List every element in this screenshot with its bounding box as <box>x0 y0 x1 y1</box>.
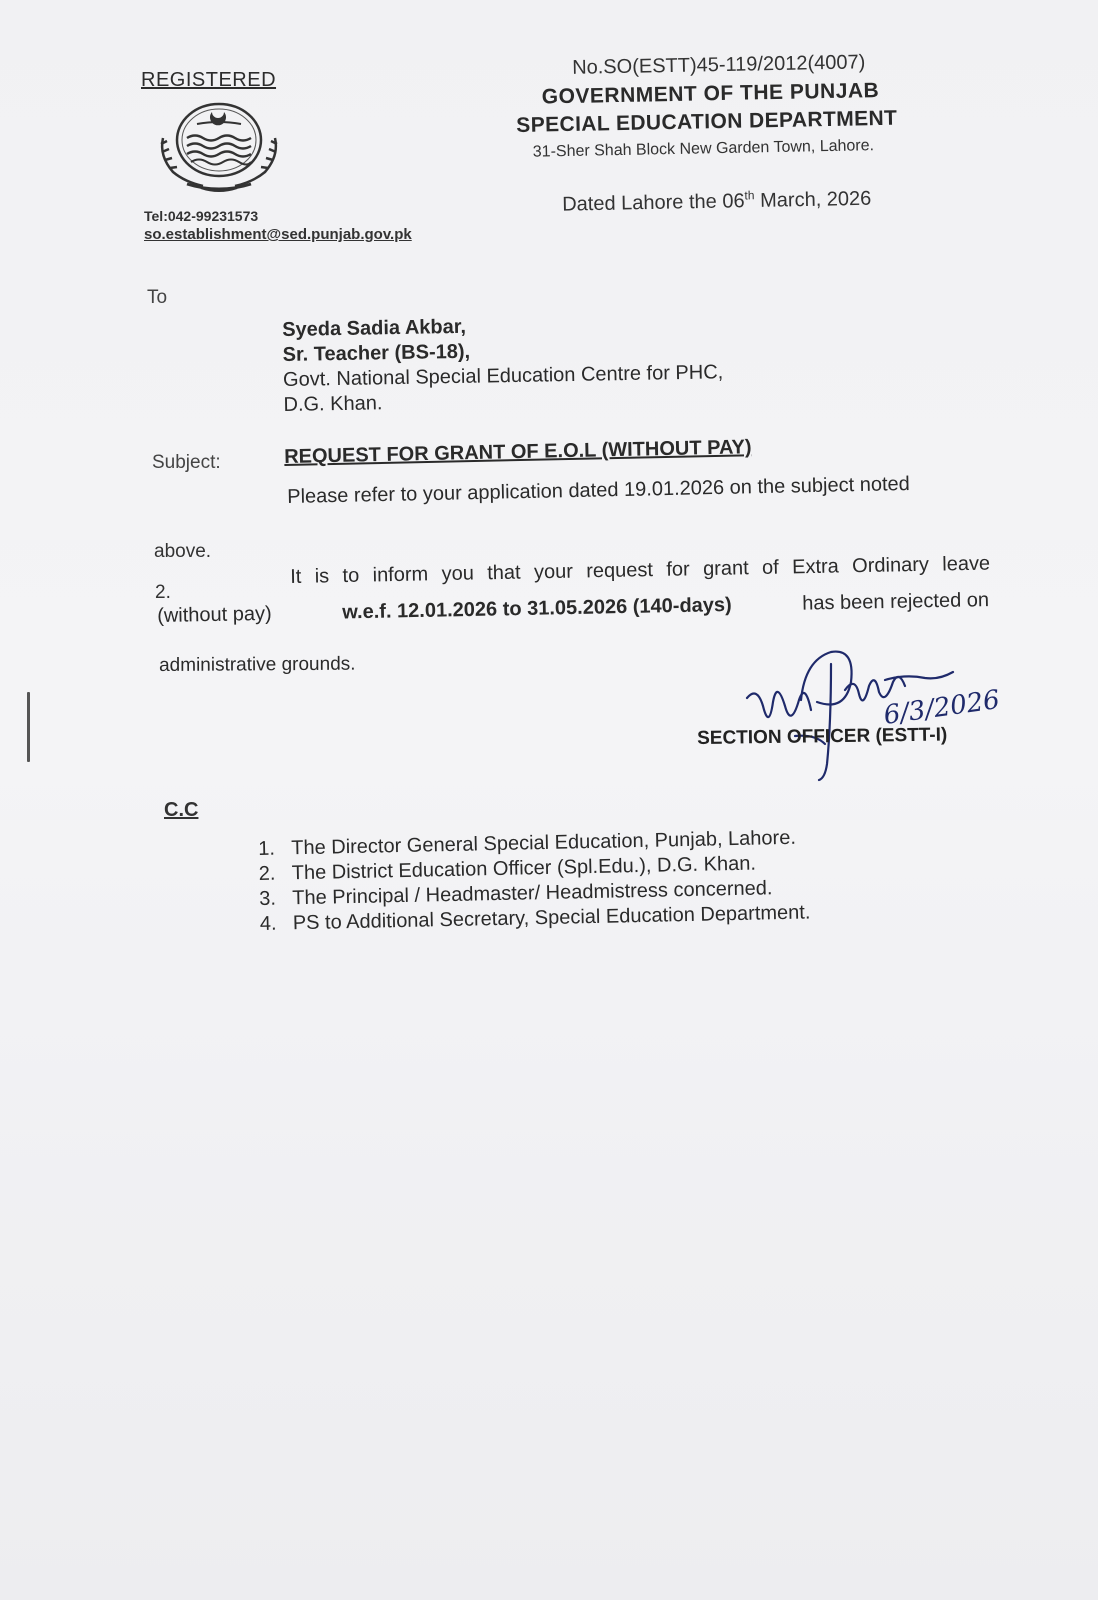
subject-label: Subject: <box>152 452 221 473</box>
punjab-emblem-icon <box>157 98 285 198</box>
paragraph-2-number: 2. <box>155 582 171 603</box>
paragraph-word: Ordinary <box>851 553 930 578</box>
paragraph-2-line-2 <box>157 589 989 628</box>
department-title: SPECIAL EDUCATION DEPARTMENT <box>516 106 898 137</box>
addressee-institution: Govt. National Special Education Centre for PHC, <box>282 361 724 391</box>
cc-item-text: The Director General Special Education, Punjab, Lahore. <box>291 826 797 860</box>
date-suffix: th <box>744 188 755 203</box>
cc-item-number: 2. <box>258 862 276 885</box>
paragraph-2-tail: has been rejected on <box>802 589 990 615</box>
cc-item-number: 4. <box>259 912 277 935</box>
date-line <box>562 186 872 217</box>
paragraph-word: to <box>342 564 360 587</box>
cc-item-text: The District Education Officer (Spl.Edu.), D.G. Khan. <box>291 852 757 885</box>
date-rest: March, 2026 <box>754 187 872 212</box>
telephone: Tel:042-99231573 <box>144 208 259 224</box>
to-label: To <box>147 287 168 308</box>
paragraph-1-line-1: Please refer to your application dated 19.01.2026 on the subject noted <box>287 472 910 508</box>
signing-officer: SECTION OFFICER (ESTT-I) <box>697 724 948 749</box>
paragraph-word: Extra <box>791 555 840 579</box>
department-address: 31-Sher Shah Block New Garden Town, Lahore. <box>532 137 875 161</box>
paragraph-word: for <box>666 558 690 581</box>
leave-period: w.e.f. 12.01.2026 to 31.05.2026 (140-days) <box>342 593 732 624</box>
addressee-city: D.G. Khan. <box>283 392 383 416</box>
cc-item-text: The Principal / Headmaster/ Headmistress concerned. <box>292 877 773 910</box>
paragraph-word: It <box>290 565 302 588</box>
paragraph-2-line-1 <box>290 553 990 589</box>
date-prefix: Dated Lahore the 06 <box>562 190 745 216</box>
paragraph-word: you <box>441 562 475 586</box>
reference-number: No.SO(ESTT)45-119/2012(4007) <box>571 51 866 79</box>
cc-item-text: PS to Additional Secretary, Special Education Department. <box>292 901 811 935</box>
addressee-name: Syeda Sadia Akbar, <box>282 315 467 341</box>
paragraph-word: of <box>761 556 779 579</box>
addressee-block <box>282 310 724 418</box>
paragraph-word: request <box>586 559 654 583</box>
handwritten-signature-icon <box>735 640 1025 790</box>
paragraph-2-lead: (without pay) <box>157 602 272 627</box>
government-title: GOVERNMENT OF THE PUNJAB <box>541 79 880 109</box>
cc-list <box>258 825 811 937</box>
email-link[interactable]: so.establishment@sed.punjab.gov.pk <box>144 226 412 243</box>
paragraph-1-line-2: above. <box>154 541 212 562</box>
paragraph-word: is <box>314 565 330 588</box>
cc-item-number: 1. <box>258 837 276 860</box>
subject-heading: REQUEST FOR GRANT OF E.O.L (WITHOUT PAY) <box>284 436 752 468</box>
signature-date: 6/3/2026 <box>881 684 1002 731</box>
paragraph-word: your <box>533 560 574 584</box>
paragraph-word: inform <box>372 563 429 587</box>
registered-label: REGISTERED <box>141 69 277 91</box>
paragraph-2-line-3: administrative grounds. <box>159 653 356 676</box>
paragraph-word: grant <box>702 557 749 581</box>
paragraph-word: that <box>487 561 521 585</box>
addressee-designation: Sr. Teacher (BS-18), <box>282 340 471 366</box>
binder-mark <box>27 692 30 762</box>
cc-label: C.C <box>164 799 199 821</box>
cc-item-number: 3. <box>259 887 277 910</box>
paragraph-word: leave <box>942 552 991 576</box>
